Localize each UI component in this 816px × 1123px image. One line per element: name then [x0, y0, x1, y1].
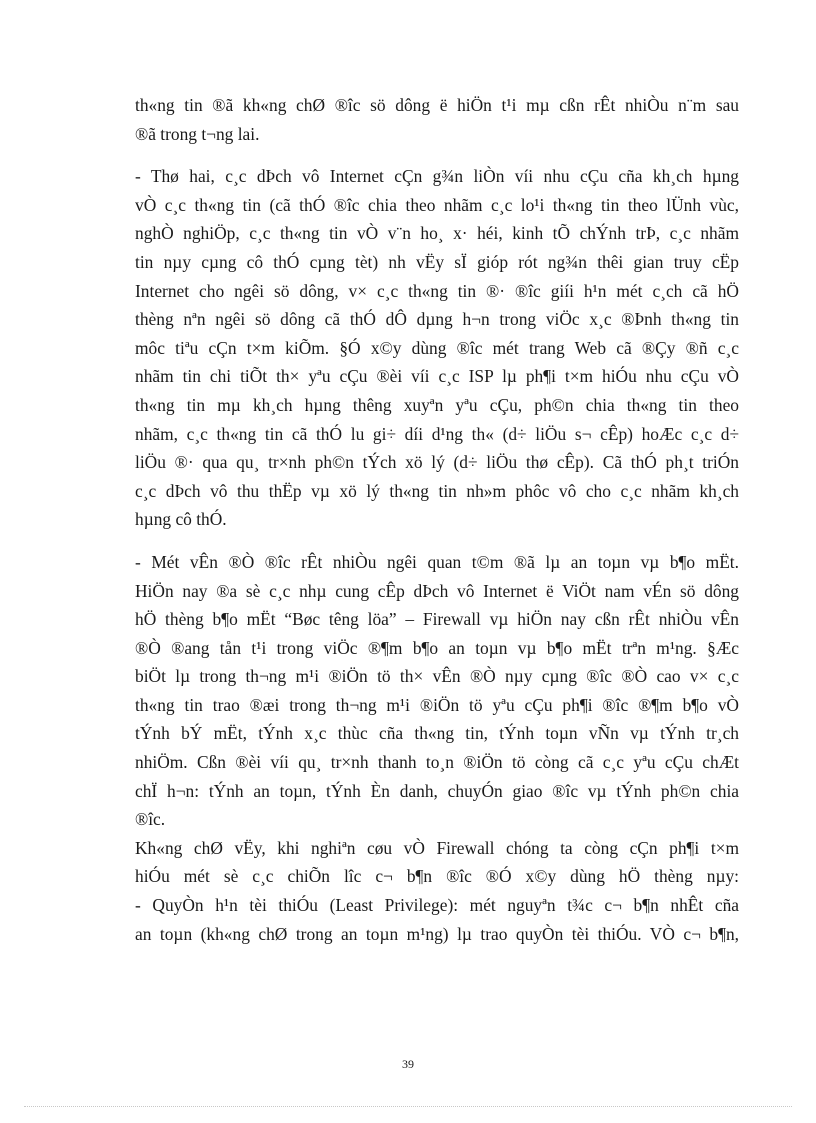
text-line: tÝnh bÝ mËt, tÝnh x¸c thùc cña th«ng tin, tÝnh toµn vÑn vµ tÝnh tr¸ch [135, 723, 739, 744]
text-line: ®îc. [135, 809, 166, 830]
page-number: 39 [402, 1057, 414, 1071]
text-line: nhãm tin chi tiÕt th× yªu cÇu ®èi víi c¸c ISP lµ ph¶i t×m hiÓu nhu cÇu vÒ [135, 366, 739, 387]
paragraph-second-point [135, 162, 739, 534]
text-line: tin nµy cµng cô thÓ cµng tèt) nh vËy sÏ gióp rót ng¾n thêi gian truy cËp [135, 251, 739, 272]
text-line: hÖ thèng b¶o mËt “Bøc têng löa” – Firewall vµ hiÖn nay cßn rÊt nhiÒu vÊn [135, 609, 739, 630]
text-line: chÏ h¬n: tÝnh an toµn, tÝnh Èn danh, chuyÓn giao ®îc vµ tÝnh ph©n chia [135, 780, 739, 801]
paragraph-firewall-strategies [135, 834, 739, 948]
paragraph-third-point [135, 548, 739, 834]
text-line: - Mét vÊn ®Ò ®îc rÊt nhiÒu ngêi quan t©m ®ã lµ an toµn vµ b¶o mËt. [135, 551, 739, 572]
body-text [135, 91, 739, 948]
text-line: nhãm, c¸c th«ng tin cã thÓ lu gi÷ díi d¹ng th« (d÷ liÖu s¬ cÊp) hoÆc c¸c d÷ [135, 423, 739, 444]
text-line: Kh«ng chØ vËy, khi nghiªn cøu vÒ Firewall chóng ta còng cÇn ph¶i t×m [135, 837, 739, 858]
text-line: th«ng tin ®ã kh«ng chØ ®îc sö dông ë hiÖn t¹i mµ cßn rÊt nhiÒu n¨m sau [135, 95, 739, 115]
text-line: an toµn (kh«ng chØ trong an toµn m¹ng) lµ trao quyÒn tèi thiÓu. VÒ c¬ b¶n, [135, 923, 739, 944]
text-line: - QuyÒn h¹n tèi thiÓu (Least Privilege): mét nguyªn t¾c c¬ b¶n nhÊt cña [135, 895, 739, 916]
paragraph-gap [135, 148, 739, 162]
text-line: môc tiªu cÇn t×m kiÕm. §Ó x©y dùng ®îc mét trang Web cã ®Çy ®ñ c¸c [135, 337, 739, 358]
text-line: nhiÖm. Cßn ®èi víi qu¸ tr×nh thanh to¸n ®iÖn tö còng cã c¸c yªu cÇu chÆt [135, 752, 739, 773]
text-line: - Thø hai, c¸c dÞch vô Internet cÇn g¾n liÒn víi nhu cÇu cña kh¸ch hµng [135, 166, 739, 187]
text-line: th«ng tin trao ®æi trong th¬ng m¹i ®iÖn tö yªu cÇu ph¶i ®îc ®¶m b¶o vÒ [135, 694, 739, 715]
page-break-divider [24, 1106, 792, 1107]
paragraph-gap [135, 534, 739, 548]
text-line: liÖu ®· qua qu¸ tr×nh ph©n tÝch xö lý (d÷ liÖu thø cÊp). Cã thÓ ph¸t triÓn [135, 452, 739, 473]
text-line: hiÓu mét sè c¸c chiÕn lîc c¬ b¶n ®îc ®Ó x©y dùng hÖ thèng nµy: [135, 866, 739, 887]
paragraph-continuation [135, 91, 739, 148]
text-line: ®ã trong t¬ng lai. [135, 123, 260, 144]
text-line: nghÒ nghiÖp, c¸c th«ng tin vÒ v¨n ho¸ x· héi, kinh tÕ chÝnh trÞ, c¸c nhãm [135, 223, 739, 244]
text-line: Internet cho ngêi sö dông, v× c¸c th«ng tin ®· ®îc giíi h¹n mét c¸ch cã hÖ [135, 280, 739, 301]
text-line: vÒ c¸c th«ng tin (cã thÓ ®îc chia theo nhãm c¸c lo¹i th«ng tin theo lÜnh vùc, [135, 194, 739, 215]
text-line: biÖt lµ trong th¬ng m¹i ®iÖn tö th× vÊn ®Ò nµy cµng ®îc ®Ò cao v× c¸c [135, 666, 739, 687]
text-line: th«ng tin mµ kh¸ch hµng thêng xuyªn yªu cÇu, ph©n chia th«ng tin theo [135, 394, 739, 415]
text-line: HiÖn nay ®a sè c¸c nhµ cung cÊp dÞch vô Internet ë ViÖt nam vÉn sö dông [135, 580, 739, 601]
text-line: thèng nªn ngêi sö dông cã thÓ dÔ dµng h¬n trong viÖc x¸c ®Þnh th«ng tin [135, 309, 739, 330]
text-line: hµng cô thÓ. [135, 509, 227, 530]
text-line: ®Ò ®ang tån t¹i trong viÖc ®¶m b¶o an toµn vµ b¶o mËt trªn m¹ng. §Æc [135, 637, 739, 658]
text-line: c¸c dÞch vô thu thËp vµ xö lý th«ng tin nh»m phôc vô cho c¸c nhãm kh¸ch [135, 480, 739, 501]
